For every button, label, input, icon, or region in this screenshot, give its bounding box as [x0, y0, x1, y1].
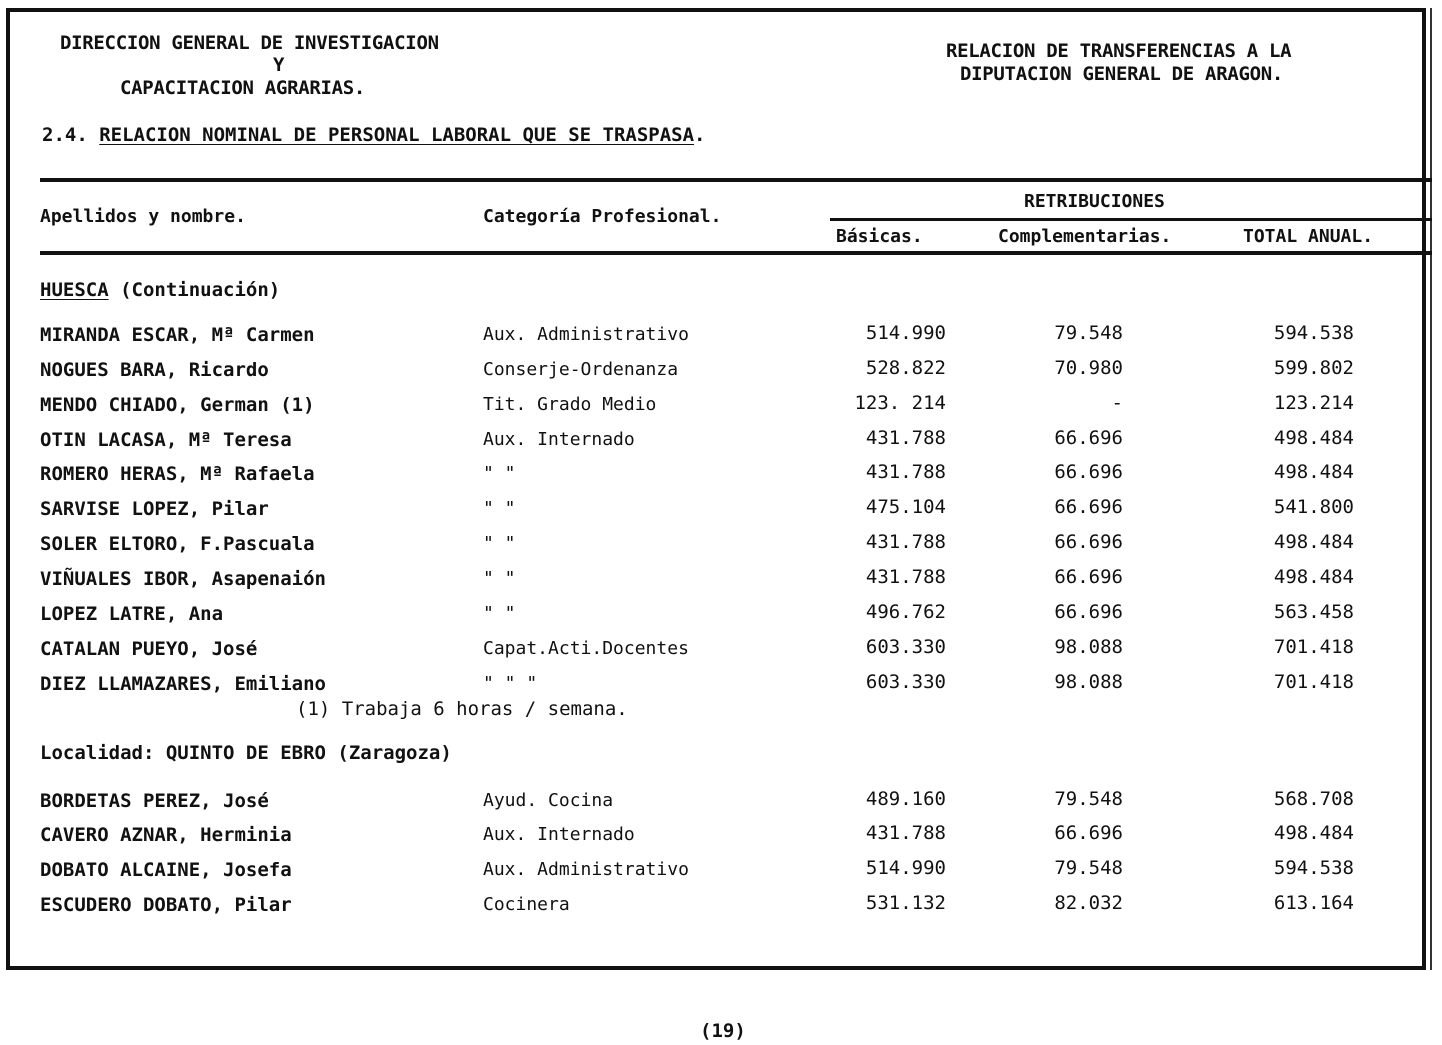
row-basic-salary: 431.788	[865, 822, 946, 844]
row-name: ESCUDERO DOBATO, Pilar	[40, 894, 292, 916]
row-total-annual: 498.484	[1273, 822, 1354, 844]
row-total-annual: 498.484	[1273, 427, 1354, 449]
row-basic-salary: 431.788	[865, 427, 946, 449]
row-total-annual: 701.418	[1273, 636, 1354, 658]
row-complementary-salary: 98.088	[1054, 636, 1123, 658]
row-category: Aux. Internado	[483, 429, 635, 450]
section-title-text: RELACION NOMINAL DE PERSONAL LABORAL QUE SE TRASPASA	[99, 124, 695, 146]
group-huesca-note: (Continuación)	[120, 279, 281, 301]
group-huesca-place: HUESCA	[40, 279, 109, 301]
row-category: " "	[483, 533, 516, 554]
row-total-annual: 568.708	[1273, 788, 1354, 810]
row-complementary-salary: 66.696	[1054, 531, 1123, 553]
row-category: " "	[483, 568, 516, 589]
header-left-line2: Y	[273, 54, 285, 76]
row-category: Conserje-Ordenanza	[483, 359, 679, 380]
col-header-category: Categoría Profesional.	[483, 206, 722, 227]
row-category: Cocinera	[483, 894, 570, 915]
row-basic-salary: 528.822	[865, 357, 946, 379]
frame-edge	[1430, 8, 1432, 970]
section-title-suffix: .	[694, 124, 706, 146]
col-header-name: Apellidos y nombre.	[40, 206, 246, 227]
row-basic-salary: 603.330	[865, 671, 946, 693]
row-category: Ayud. Cocina	[483, 790, 614, 811]
row-complementary-salary: 66.696	[1054, 601, 1123, 623]
row-complementary-salary: 66.696	[1054, 822, 1123, 844]
page-number: (19)	[700, 1020, 746, 1042]
col-header-basic: Básicas.	[836, 226, 923, 247]
row-complementary-salary: 79.548	[1054, 322, 1123, 344]
row-category: " " "	[483, 673, 538, 694]
row-complementary-salary: 79.548	[1054, 857, 1123, 879]
section-title	[42, 124, 706, 146]
retribuciones-rule	[830, 218, 1432, 221]
row-complementary-salary: 70.980	[1054, 357, 1123, 379]
footnote: (1) Trabaja 6 horas / semana.	[296, 698, 628, 720]
row-basic-salary: 431.788	[865, 461, 946, 483]
row-complementary-salary: 66.696	[1054, 496, 1123, 518]
col-header-total: TOTAL ANUAL.	[1243, 226, 1374, 247]
row-complementary-salary: 66.696	[1054, 427, 1123, 449]
row-total-annual: 498.484	[1273, 461, 1354, 483]
row-total-annual: 563.458	[1273, 601, 1354, 623]
row-total-annual: 498.484	[1273, 566, 1354, 588]
row-name: LOPEZ LATRE, Ana	[40, 603, 224, 625]
row-category: Aux. Internado	[483, 824, 635, 845]
row-basic-salary: 475.104	[865, 496, 946, 518]
group-quinto-heading: Localidad: QUINTO DE EBRO (Zaragoza)	[40, 742, 452, 764]
row-name: CATALAN PUEYO, José	[40, 638, 258, 660]
section-number: 2.4.	[42, 124, 88, 146]
row-category: " "	[483, 603, 516, 624]
row-name: DOBATO ALCAINE, Josefa	[40, 859, 292, 881]
row-total-annual: 599.802	[1273, 357, 1354, 379]
group-huesca-heading	[40, 279, 280, 301]
row-name: MENDO CHIADO, German (1)	[40, 394, 315, 416]
row-name: ROMERO HERAS, Mª Rafaela	[40, 463, 315, 485]
row-basic-salary: 431.788	[865, 531, 946, 553]
header-right-line1: RELACION DE TRANSFERENCIAS A LA	[946, 40, 1292, 62]
row-category: Tit. Grado Medio	[483, 394, 657, 415]
row-complementary-salary: 66.696	[1054, 461, 1123, 483]
row-category: " "	[483, 498, 516, 519]
row-basic-salary: 514.990	[865, 322, 946, 344]
row-name: NOGUES BARA, Ricardo	[40, 359, 269, 381]
row-category: " "	[483, 463, 516, 484]
row-total-annual: 613.164	[1273, 892, 1354, 914]
row-basic-salary: 514.990	[865, 857, 946, 879]
row-name: SOLER ELTORO, F.Pascuala	[40, 533, 315, 555]
row-basic-salary: 496.762	[865, 601, 946, 623]
col-header-complementary: Complementarias.	[998, 226, 1172, 247]
row-total-annual: 498.484	[1273, 531, 1354, 553]
col-header-retribuciones: RETRIBUCIONES	[1024, 191, 1165, 212]
row-basic-salary: 531.132	[865, 892, 946, 914]
row-complementary-salary: 82.032	[1054, 892, 1123, 914]
row-name: VIÑUALES IBOR, Asapenaión	[40, 568, 326, 590]
header-left-line1: DIRECCION GENERAL DE INVESTIGACION	[60, 32, 439, 54]
row-total-annual: 123.214	[1273, 392, 1354, 414]
header-right-line2: DIPUTACION GENERAL DE ARAGON.	[960, 63, 1284, 85]
row-name: BORDETAS PEREZ, José	[40, 790, 269, 812]
row-name: CAVERO AZNAR, Herminia	[40, 824, 292, 846]
row-category: Aux. Administrativo	[483, 859, 689, 880]
header-left-line3: CAPACITACION AGRARIAS.	[120, 77, 366, 99]
row-complementary-salary: 66.696	[1054, 566, 1123, 588]
row-basic-salary: 431.788	[865, 566, 946, 588]
row-complementary-salary: 79.548	[1054, 788, 1123, 810]
table-top-rule	[40, 178, 1432, 182]
row-basic-salary: 489.160	[865, 788, 946, 810]
row-category: Capat.Acti.Docentes	[483, 638, 689, 659]
table-header-bottom-rule	[40, 251, 1432, 255]
row-total-annual: 594.538	[1273, 322, 1354, 344]
row-complementary-salary: -	[1111, 392, 1123, 414]
row-category: Aux. Administrativo	[483, 324, 689, 345]
row-name: DIEZ LLAMAZARES, Emiliano	[40, 673, 326, 695]
row-basic-salary: 123. 214	[854, 392, 946, 414]
row-total-annual: 541.800	[1273, 496, 1354, 518]
row-basic-salary: 603.330	[865, 636, 946, 658]
row-name: OTIN LACASA, Mª Teresa	[40, 429, 292, 451]
row-complementary-salary: 98.088	[1054, 671, 1123, 693]
row-total-annual: 594.538	[1273, 857, 1354, 879]
row-name: SARVISE LOPEZ, Pilar	[40, 498, 269, 520]
row-total-annual: 701.418	[1273, 671, 1354, 693]
row-name: MIRANDA ESCAR, Mª Carmen	[40, 324, 315, 346]
